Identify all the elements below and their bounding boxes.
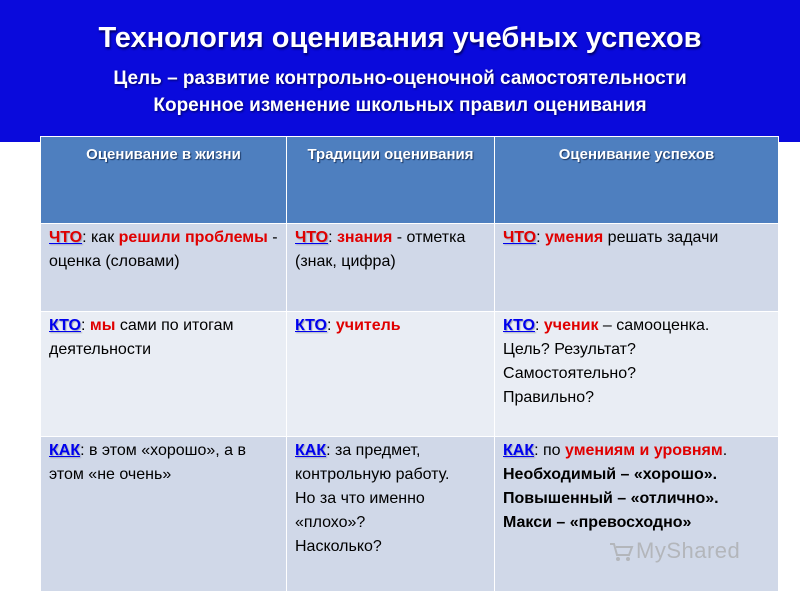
slide-subtitle-change: Коренное изменение школьных правил оценивания	[153, 95, 647, 116]
table-row-what	[41, 224, 779, 312]
highlight-text: учитель	[335, 317, 401, 334]
highlight-text: умения	[544, 229, 604, 246]
cell-text: :	[534, 317, 544, 334]
slide-title: Технология оценивания учебных успехов	[98, 22, 702, 54]
watermark	[608, 538, 740, 564]
keyword-how: КАК	[503, 442, 535, 459]
cell-text: Насколько?	[295, 538, 382, 555]
keyword-how: КАК	[49, 442, 81, 459]
cell-text: :	[328, 229, 337, 246]
cell-text: Но за что именно «плохо»?	[295, 490, 425, 531]
cell-text: - оценка (словами)	[49, 229, 278, 270]
cell-what-life	[41, 224, 287, 312]
cell-who-success	[495, 312, 779, 437]
cell-text: :	[80, 317, 90, 334]
cell-text: решать задачи	[603, 229, 719, 246]
header-traditions: Традиции оценивания	[287, 137, 495, 224]
cart-icon	[608, 541, 634, 563]
level-name: Повышенный	[503, 490, 613, 507]
keyword-how: КАК	[295, 442, 327, 459]
cell-text: : за предмет, контрольную работу.	[295, 442, 450, 483]
cell-text: – «хорошо».	[616, 466, 718, 483]
slide-subtitle-goal: Цель – развитие контрольно-оценочной самостоятельности	[113, 68, 687, 89]
cell-text: Правильно?	[503, 389, 595, 406]
highlight-text: решили проблемы	[118, 229, 268, 246]
cell-text: сами по итогам деятельности	[49, 317, 234, 358]
keyword-what: ЧТО	[295, 229, 329, 246]
highlight-text: умениям и уровням	[565, 442, 723, 459]
cell-text: – «превосходно»	[551, 514, 692, 531]
cell-how-life	[41, 437, 287, 592]
header-success-assessment: Оценивание успехов	[495, 137, 779, 224]
cell-text: .	[722, 442, 728, 459]
cell-text: - отметка (знак, цифра)	[295, 229, 466, 270]
cell-text: Цель? Результат?	[503, 341, 636, 358]
cell-text: :	[326, 317, 336, 334]
comparison-table	[40, 136, 779, 592]
cell-text: : по	[534, 442, 565, 459]
keyword-who: КТО	[49, 317, 81, 334]
cell-who-tradition	[287, 312, 495, 437]
table-row-who	[41, 312, 779, 437]
keyword-who: КТО	[503, 317, 535, 334]
header-life-assessment: Оценивание в жизни	[41, 137, 287, 224]
cell-how-tradition	[287, 437, 495, 592]
level-name: Необходимый	[503, 466, 617, 483]
keyword-what: ЧТО	[503, 229, 537, 246]
highlight-text: ученик	[543, 317, 599, 334]
cell-text: : как	[82, 229, 119, 246]
cell-what-tradition	[287, 224, 495, 312]
keyword-who: КТО	[295, 317, 327, 334]
cell-who-life	[41, 312, 287, 437]
keyword-what: ЧТО	[49, 229, 83, 246]
level-name: Макси	[503, 514, 552, 531]
highlight-text: знания	[336, 229, 393, 246]
cell-text: Самостоятельно?	[503, 365, 637, 382]
watermark-text: MyShared	[636, 538, 741, 563]
cell-how-success	[495, 437, 779, 592]
highlight-text: мы	[89, 317, 116, 334]
table-row-how	[41, 437, 779, 592]
cell-text: :	[536, 229, 545, 246]
cell-text: – самооценка.	[598, 317, 710, 334]
cell-text: : в этом «хорошо», а в этом «не очень»	[49, 442, 247, 483]
cell-text: – «отлично».	[612, 490, 719, 507]
cell-what-success	[495, 224, 779, 312]
